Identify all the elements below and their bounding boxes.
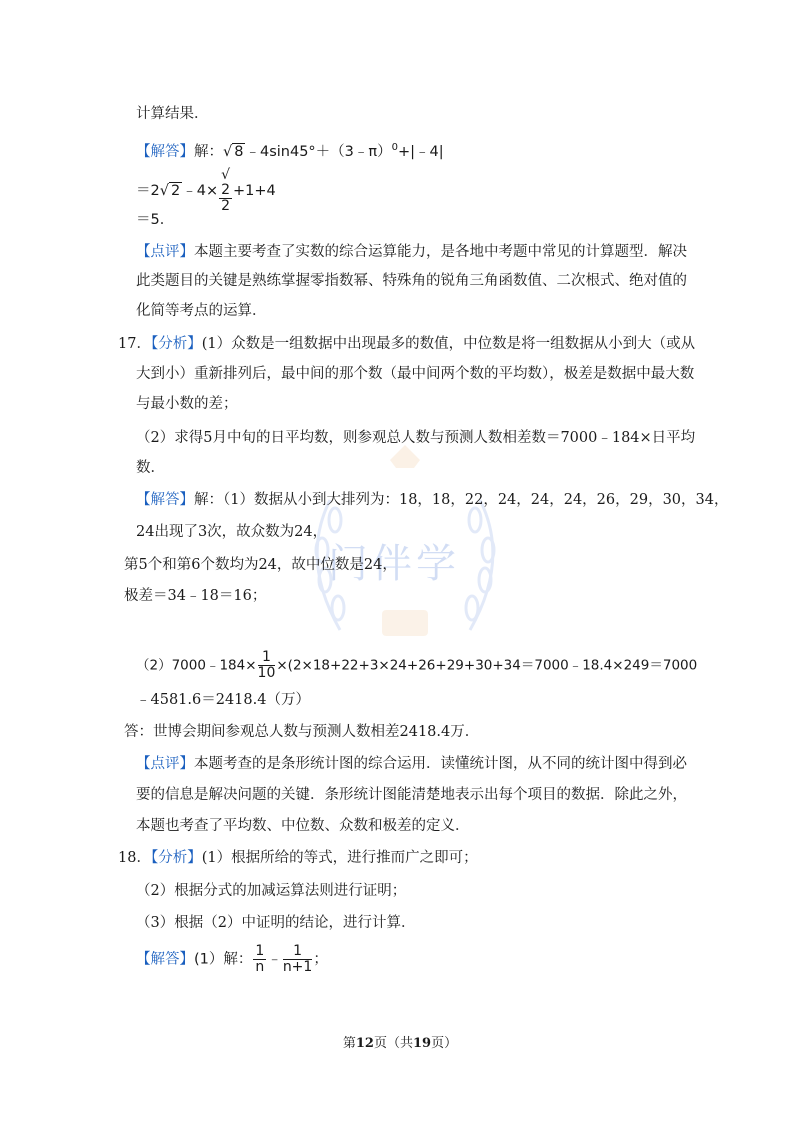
answer-tag: 【解答】	[136, 143, 194, 160]
question-17-analysis: 17．【分析】(1）众数是一组数据中出现最多的数值，中位数是将一组数据从小到大（或从	[118, 336, 696, 352]
answer-tag: 【解答】	[136, 951, 194, 968]
watermark-text: 门伴学	[328, 541, 460, 587]
text-line: 此类题目的关键是熟练掌握零指数幂、特殊角的锐角三角函数值、二次根式、绝对值的	[136, 273, 687, 289]
text-line: 答：世博会期间参观总人数与预测人数相差2418.4万．	[124, 724, 480, 740]
math-line: ＝5．	[136, 212, 175, 228]
fraction: $\frac{1}{n}$	[255, 943, 265, 975]
comment-tag: 【点评】	[136, 244, 194, 260]
text-line: （3）根据（2）中证明的结论，进行计算．	[136, 915, 416, 931]
text-line: 第5个和第6个数均为24，故中位数是24，	[124, 557, 397, 573]
text-line: 化简等考点的运算．	[136, 303, 267, 319]
text-line: 计算结果．	[136, 106, 209, 122]
math-line: （2）7000﹣184× $\frac{1}{10}$ ×(2×18+22+3×24+26+29+30+34＝7000﹣18.4×249＝7000	[136, 649, 698, 681]
comment-line: 【点评】本题主要考查了实数的综合运算能力，是各地中考题中常见的计算题型．解决	[136, 244, 687, 260]
math-line: ＝2√ 2 ﹣4× √ 2 2 +1+4	[136, 167, 276, 214]
text-line: （2）根据分式的加减运算法则进行证明；	[136, 883, 407, 899]
solution-line: 【解答】解：（1）数据从小到大排列为：18，18，22，24，24，24，26，29，30，34，	[136, 492, 729, 508]
analysis-tag: 【分析】	[150, 850, 202, 866]
solution-line: 【解答】解：√ 8 ﹣4sin45°＋（3﹣π）$^0$+|﹣4|	[136, 142, 444, 160]
text-line: 要的信息是解决问题的关键．条形统计图能清楚地表示出每个项目的数据．除此之外，	[136, 787, 687, 803]
text-line: 本题也考查了平均数、中位数、众数和极差的定义．	[136, 818, 470, 834]
text-line: 24出现了3次，故众数为24，	[136, 524, 328, 540]
text-line: （2）求得5月中旬的日平均数，则参观总人数与预测人数相差数＝7000﹣184×日平均	[136, 430, 696, 446]
text-line: 大到小）重新排列后，最中间的那个数（最中间两个数的平均数），极差是数据中最大数	[136, 366, 695, 382]
page-footer: 第12页（共19页）	[342, 1036, 458, 1051]
text-line: 极差＝34﹣18＝16；	[124, 588, 267, 604]
text-line: 数．	[136, 460, 165, 476]
answer-tag: 【解答】	[136, 492, 194, 508]
comment-tag: 【点评】	[136, 756, 194, 772]
text-line: ﹣4581.6＝2418.4（万）	[136, 692, 310, 708]
question-18-analysis: 18．【分析】(1）根据所给的等式，进行推而广之即可；	[118, 850, 478, 866]
analysis-tag: 【分析】	[150, 336, 202, 352]
fraction: $\frac{1}{10}$	[257, 649, 276, 681]
comment-line: 【点评】本题考查的是条形统计图的综合运用．读懂统计图，从不同的统计图中得到必	[136, 756, 687, 772]
fraction: $\frac{1}{n+1}$	[282, 943, 313, 975]
fraction: √ 2 2	[221, 167, 231, 214]
solution-line: 【解答】(1）解： $\frac{1}{n}$ ﹣ $\frac{1}{n+1}$ ；	[136, 943, 328, 975]
text-line: 与最小数的差；	[136, 396, 238, 412]
